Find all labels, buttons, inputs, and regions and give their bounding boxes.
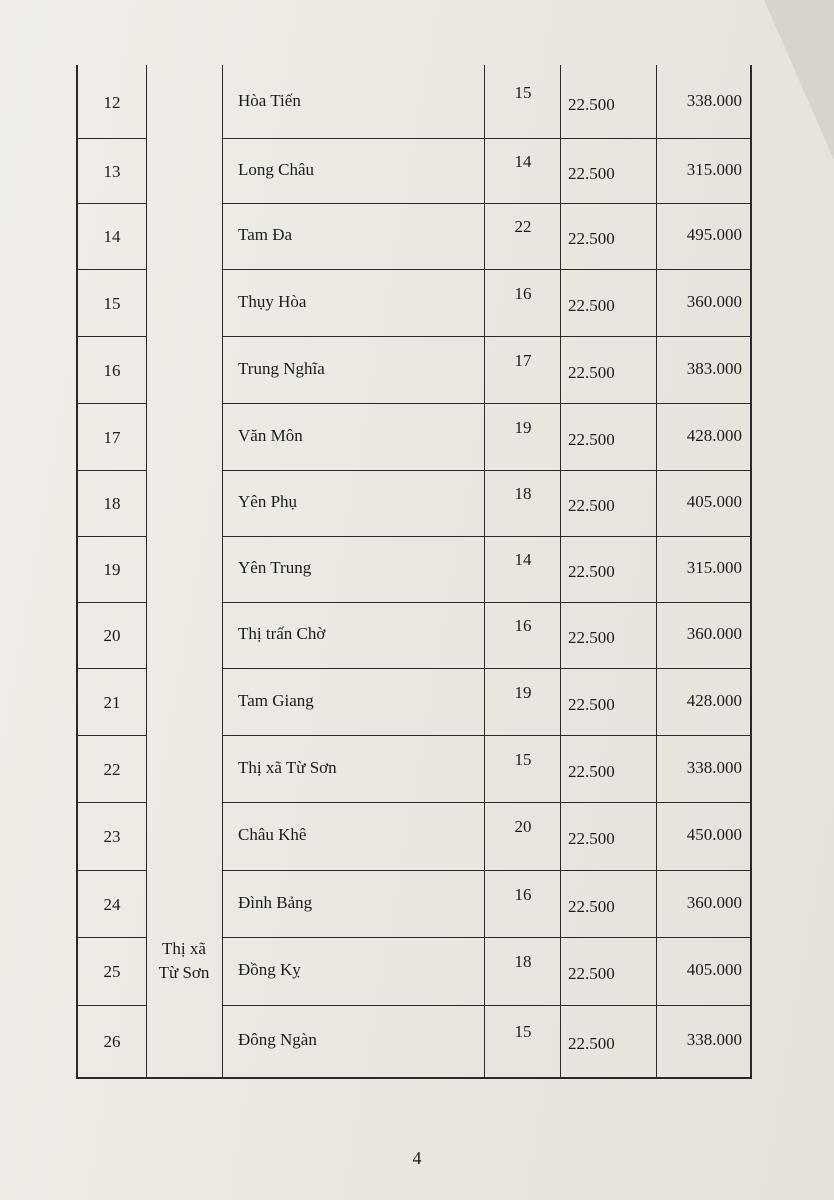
stt-cell: 26 xyxy=(103,1032,121,1051)
stt-cell: 20 xyxy=(103,626,121,645)
quantity-cell: 20 xyxy=(514,817,532,836)
table-row xyxy=(78,802,750,870)
total-cell: 315.000 xyxy=(686,160,742,179)
stt-cell: 13 xyxy=(103,162,121,181)
unit-price-cell: 22.500 xyxy=(568,762,615,781)
quantity-cell: 16 xyxy=(514,616,532,635)
unit-price-cell: 22.500 xyxy=(568,164,615,183)
table-row xyxy=(78,403,750,470)
stt-cell: 18 xyxy=(103,494,121,513)
quantity-cell: 18 xyxy=(514,484,532,503)
district-line-2: Từ Sơn xyxy=(158,963,210,982)
unit-price-cell: 22.500 xyxy=(568,1034,615,1053)
commune-name-cell: Trung Nghĩa xyxy=(238,359,325,378)
commune-name-cell: Thị trấn Chờ xyxy=(238,624,326,643)
total-cell: 360.000 xyxy=(686,893,742,912)
quantity-cell: 17 xyxy=(514,351,532,370)
unit-price-cell: 22.500 xyxy=(568,363,615,382)
commune-name-cell: Văn Môn xyxy=(238,426,303,445)
quantity-cell: 18 xyxy=(514,952,532,971)
table-row xyxy=(78,269,750,336)
page-number: 4 xyxy=(412,1148,422,1168)
table-row xyxy=(78,65,750,138)
commune-name-cell: Châu Khê xyxy=(238,825,307,844)
stt-cell: 15 xyxy=(103,294,121,313)
table-row xyxy=(78,870,750,937)
table-row xyxy=(78,668,750,735)
stt-cell: 16 xyxy=(103,361,121,380)
commune-name-cell: Yên Trung xyxy=(238,558,312,577)
commune-name-cell: Thụy Hòa xyxy=(238,292,307,311)
total-cell: 428.000 xyxy=(686,426,742,445)
unit-price-cell: 22.500 xyxy=(568,229,615,248)
table-row xyxy=(78,336,750,403)
quantity-cell: 15 xyxy=(514,750,532,769)
quantity-cell: 15 xyxy=(514,83,532,102)
commune-name-cell: Yên Phụ xyxy=(238,492,298,511)
folded-corner xyxy=(764,0,834,160)
commune-name-cell: Tam Đa xyxy=(238,225,293,244)
unit-price-cell: 22.500 xyxy=(568,95,615,114)
table-row xyxy=(78,602,750,668)
total-cell: 450.000 xyxy=(686,825,742,844)
quantity-cell: 14 xyxy=(514,550,532,569)
stt-cell: 22 xyxy=(103,760,121,779)
total-cell: 338.000 xyxy=(686,1030,742,1049)
stt-cell: 24 xyxy=(103,895,121,914)
commune-name-cell: Hòa Tiến xyxy=(238,91,301,110)
unit-price-cell: 22.500 xyxy=(568,964,615,983)
unit-price-cell: 22.500 xyxy=(568,496,615,515)
quantity-cell: 19 xyxy=(514,418,532,437)
unit-price-cell: 22.500 xyxy=(568,897,615,916)
commune-name-cell: Tam Giang xyxy=(238,691,314,710)
stt-cell: 23 xyxy=(103,827,121,846)
quantity-cell: 14 xyxy=(514,152,532,171)
total-cell: 405.000 xyxy=(686,492,742,511)
table-row xyxy=(78,937,750,1005)
quantity-cell: 16 xyxy=(514,885,532,904)
table-row xyxy=(78,735,750,802)
total-cell: 338.000 xyxy=(686,758,742,777)
data-table xyxy=(76,65,752,1079)
commune-name-cell: Đồng Kỵ xyxy=(238,960,301,979)
table-row xyxy=(78,536,750,602)
unit-price-cell: 22.500 xyxy=(568,296,615,315)
quantity-cell: 15 xyxy=(514,1022,532,1041)
total-cell: 495.000 xyxy=(686,225,742,244)
total-cell: 315.000 xyxy=(686,558,742,577)
stt-cell: 17 xyxy=(103,428,121,447)
stt-cell: 25 xyxy=(103,962,121,981)
quantity-cell: 19 xyxy=(514,683,532,702)
commune-name-cell: Đình Bảng xyxy=(238,893,313,912)
table-row xyxy=(78,470,750,536)
total-cell: 360.000 xyxy=(686,292,742,311)
unit-price-cell: 22.500 xyxy=(568,562,615,581)
total-cell: 405.000 xyxy=(686,960,742,979)
commune-name-cell: Long Châu xyxy=(238,160,315,179)
unit-price-cell: 22.500 xyxy=(568,695,615,714)
quantity-cell: 22 xyxy=(514,217,532,236)
total-cell: 383.000 xyxy=(686,359,742,378)
commune-name-cell: Thị xã Từ Sơn xyxy=(238,758,337,777)
total-cell: 360.000 xyxy=(686,624,742,643)
district-line-1: Thị xã xyxy=(162,939,206,958)
total-cell: 428.000 xyxy=(686,691,742,710)
table-row xyxy=(78,1005,750,1077)
quantity-cell: 16 xyxy=(514,284,532,303)
unit-price-cell: 22.500 xyxy=(568,430,615,449)
stt-cell: 14 xyxy=(103,227,121,246)
table-row xyxy=(78,138,750,203)
total-cell: 338.000 xyxy=(686,91,742,110)
stt-cell: 21 xyxy=(103,693,121,712)
stt-cell: 19 xyxy=(103,560,121,579)
unit-price-cell: 22.500 xyxy=(568,829,615,848)
table-row xyxy=(78,203,750,269)
stt-cell: 12 xyxy=(103,93,121,112)
commune-name-cell: Đông Ngàn xyxy=(238,1030,317,1049)
unit-price-cell: 22.500 xyxy=(568,628,615,647)
